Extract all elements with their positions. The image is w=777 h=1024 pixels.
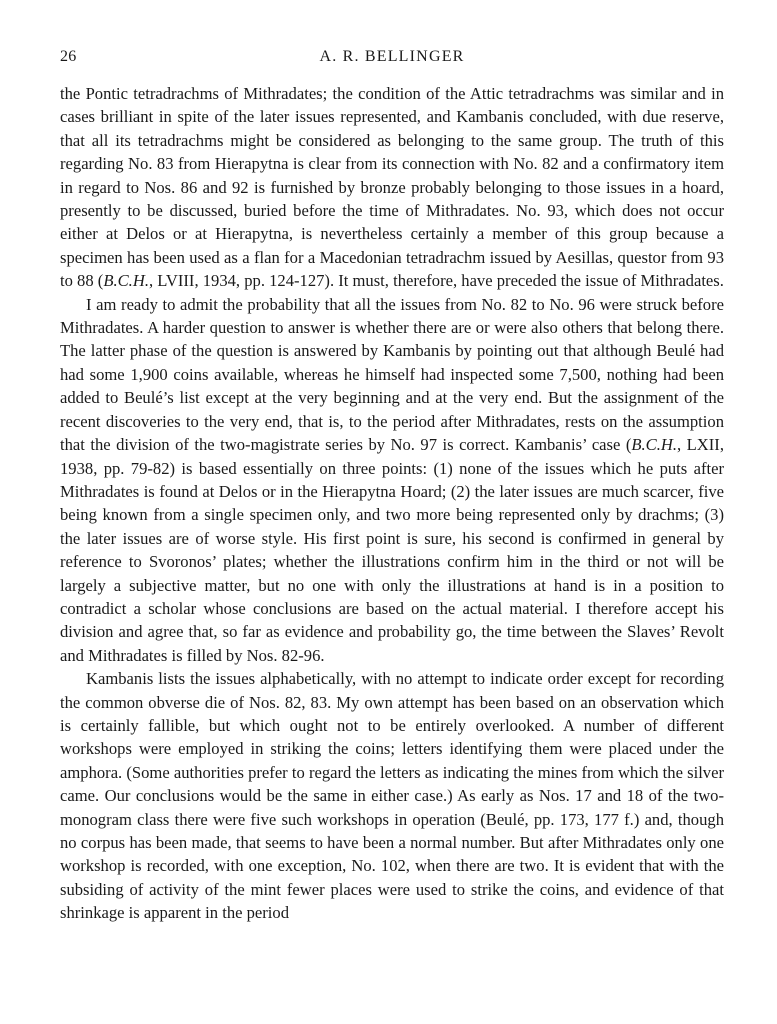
page-number: 26 — [60, 48, 77, 65]
italic-citation: B.C.H. — [103, 271, 149, 291]
paragraph-1 — [60, 82, 724, 293]
text-run: I am ready to admit the probability that all the issues from No. 82 to No. 96 were struck before Mithradates. A harder question to answer is whether there are or were also others that belong there. The latter phase of the question is answered by Kambanis by pointing out that although Beulé had had some 1,900 coins available, whereas he himself had inspected some 7,500, nothing had been added to Beulé’s list except at the very beginning and at the very end. But the assignment of the recent discoveries to the very end, that is, to the period after Mithradates, rests on the assumption that the division of the two-magistrate series by No. 97 is correct. Kambanis’ case ( — [60, 294, 724, 455]
running-title: A. R. BELLINGER — [319, 48, 465, 65]
text-run: Kambanis lists the issues alphabetically, with no attempt to indicate order except for recording the common obverse die of Nos. 82, 83. My own attempt has been based on an observation which is certainly fallible, but which ought not to be entirely overlooked. A number of different workshops were employed in striking the coins; letters identifying them were placed under the amphora. (Some authorities prefer to regard the letters as indicating the mines from which the silver came. Our conclusions would be the same in either case.) As early as Nos. 17 and 18 of the two-monogram class there were five such workshops in operation (Beulé, pp. 173, 177 f.) and, though no corpus has been made, that seems to have been a normal number. But after Mithradates only one workshop is recorded, with one exception, No. 102, when there are two. It is evident that with the subsiding of activity of the mint fewer places were used to strike the coins, and evidence of that shrinkage is apparent in the period — [60, 669, 724, 923]
paragraph-2 — [60, 293, 724, 668]
text-run: the Pontic tetradrachms of Mithradates; the condition of the Attic tetradrachms was similar and in cases brilliant in spite of the later issues represented, and Kambanis concluded, with due reserve, that all its tetradrachms might be considered as belonging to the same group. The truth of this regarding No. 83 from Hierapytna is clear from its connection with No. 82 and a confirmatory item in regard to Nos. 86 and 92 is furnished by bronze probably belonging to those issues in a hoard, presently to be discussed, buried before the time of Mithradates. No. 93, which does not occur either at Delos or at Hierapytna, is nevertheless certainly a member of this group because a specimen has been used as a flan for a Macedonian tetradrachm issued by Aesillas, questor from 93 to 88 ( — [60, 84, 724, 291]
running-head — [60, 48, 724, 72]
text-run: , LVIII, 1934, pp. 124-127). It must, therefore, have preceded the issue of Mithradates. — [148, 271, 724, 291]
page — [60, 48, 724, 925]
body-text — [60, 82, 724, 925]
paragraph-3 — [60, 667, 724, 924]
text-run: , LXII, 1938, pp. 79-82) is based essentially on three points: (1) none of the issues which he puts after Mithradates is found at Delos or in the Hierapytna Hoard; (2) the later issues are much scarcer, five being known from a single specimen only, and two more being represented only by drachms; (3) the later issues are of worse style. His first point is sure, his second is confirmed in general by reference to Svoronos’ plates; whether the illustrations confirm him in the third or not will be largely a subjective matter, but no one with only the illustrations at hand is in a position to contradict a scholar whose conclusions are based on the actual material. I therefore accept his division and agree that, so far as evidence and probability go, the time between the Slaves’ Revolt and Mithradates is filled by Nos. 82-96. — [60, 435, 724, 665]
italic-citation: B.C.H. — [631, 435, 678, 455]
